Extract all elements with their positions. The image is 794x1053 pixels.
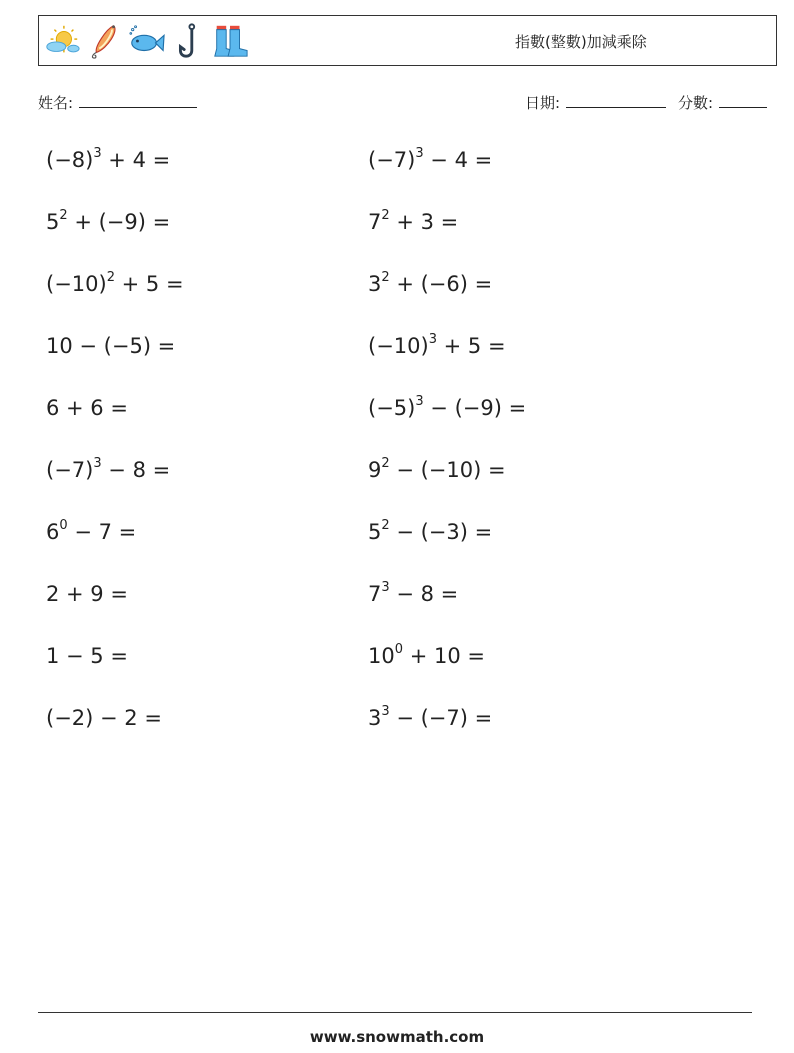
problem-base: 9 [368,458,382,482]
problem-base: (−2) − 2 = [46,706,162,730]
problem-exponent: 2 [106,270,115,285]
problem-rest: − 7 = [67,520,137,544]
problem-exponent: 3 [415,146,424,161]
problem-base: (−7) [46,458,94,482]
footer-divider [38,1012,752,1013]
problem-left-1 [46,148,170,172]
problem-base: (−5) [368,396,416,420]
problem-rest: + 5 = [114,272,184,296]
problem-base: (−8) [46,148,94,172]
problem-base: 5 [46,210,60,234]
problem-base: (−10) [368,334,429,358]
problem-right-2 [368,210,458,234]
score-line[interactable] [719,92,767,108]
problem-left-5 [46,396,128,420]
problem-exponent: 3 [415,394,424,409]
problem-rest: + 10 = [403,644,485,668]
score-field[interactable] [678,92,767,113]
problem-rest: + 3 = [389,210,459,234]
problem-rest: + 5 = [436,334,506,358]
problem-base: 1 − 5 = [46,644,128,668]
problem-left-2 [46,210,170,234]
problem-rest: − (−9) = [423,396,527,420]
problem-exponent: 3 [381,580,390,595]
problem-base: (−10) [46,272,107,296]
fishing-hook-icon [169,21,207,61]
problem-exponent: 0 [59,518,68,533]
problem-rest: − (−7) = [389,706,493,730]
problem-base: 5 [368,520,382,544]
icon-strip [43,20,253,62]
problem-left-10 [46,706,162,730]
name-field[interactable] [38,92,197,113]
date-label: 日期: [525,94,561,112]
problem-exponent: 0 [394,642,404,657]
problem-base: (−7) [368,148,416,172]
problem-left-4 [46,334,175,358]
problem-base: 10 [368,644,395,668]
problem-right-7 [368,520,492,544]
problem-left-6 [46,458,170,482]
problem-left-7 [46,520,136,544]
problem-left-8 [46,582,128,606]
problem-base: 6 + 6 = [46,396,128,420]
problem-exponent: 3 [428,332,437,347]
problem-base: 3 [368,272,382,296]
problem-base: 7 [368,582,382,606]
problem-base: 6 [46,520,60,544]
problem-exponent: 2 [381,518,390,533]
problem-rest: + (−9) = [67,210,171,234]
problem-base: 3 [368,706,382,730]
problem-base: 7 [368,210,382,234]
problem-exponent: 3 [93,146,102,161]
problem-rest: + 4 = [101,148,171,172]
problem-left-9 [46,644,128,668]
problem-exponent: 3 [93,456,102,471]
problem-right-8 [368,582,458,606]
footer-url: www.snowmath.com [309,1028,485,1046]
date-field[interactable] [525,92,666,113]
problem-rest: − (−3) = [389,520,493,544]
header-box [38,15,777,66]
problem-right-6 [368,458,506,482]
problem-exponent: 3 [381,704,390,719]
rain-boots-icon [211,21,249,61]
problem-rest: − 4 = [423,148,493,172]
worksheet-title: 指數(整數)加減乘除 [515,33,647,51]
problem-right-9 [368,644,485,668]
name-line[interactable] [79,92,197,108]
score-label: 分數: [678,94,714,112]
problem-base: 2 + 9 = [46,582,128,606]
date-line[interactable] [566,92,666,108]
problem-rest: − 8 = [389,582,459,606]
problem-rest: − 8 = [101,458,171,482]
fish-icon [127,21,165,61]
problem-right-5 [368,396,526,420]
problem-rest: − (−10) = [389,458,506,482]
problem-base: 10 − (−5) = [46,334,176,358]
fishing-lure-icon [85,21,123,61]
problem-exponent: 2 [59,208,68,223]
problem-left-3 [46,272,184,296]
problem-right-1 [368,148,492,172]
name-label: 姓名: [38,94,74,112]
problem-right-3 [368,272,492,296]
problem-exponent: 2 [381,270,390,285]
problem-rest: + (−6) = [389,272,493,296]
problem-exponent: 2 [381,208,390,223]
problem-right-4 [368,334,506,358]
sun-cloud-icon [43,21,81,61]
problem-right-10 [368,706,492,730]
problem-exponent: 2 [381,456,390,471]
